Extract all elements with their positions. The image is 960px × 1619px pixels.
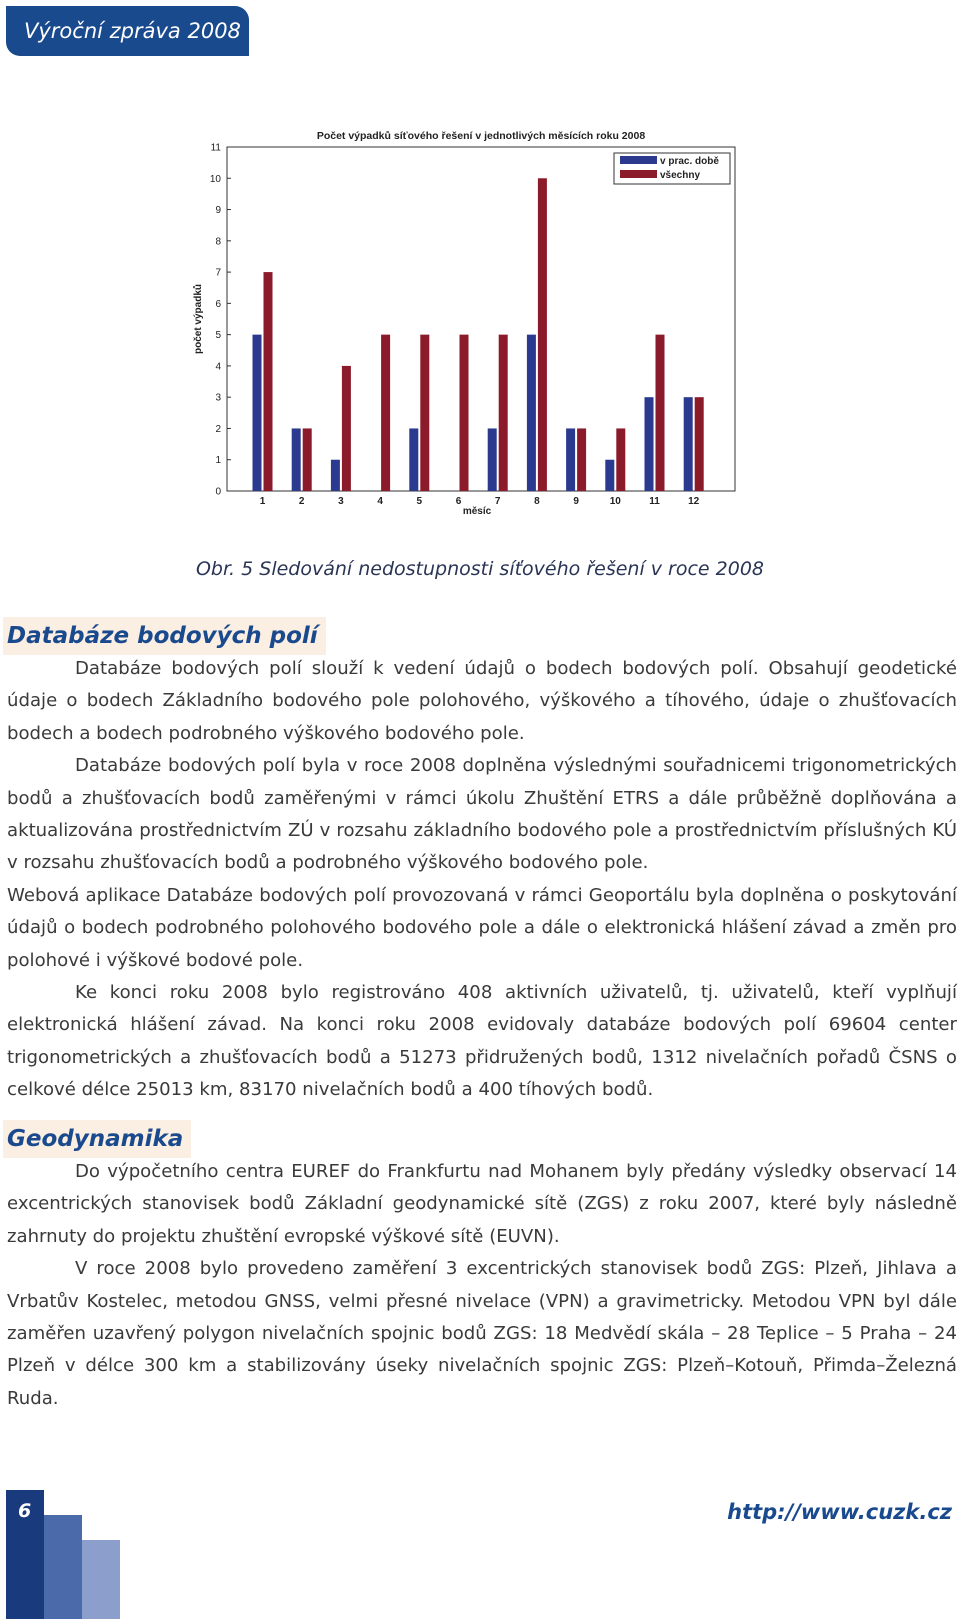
- y-tick-label: 0: [215, 486, 221, 498]
- bar-all: [460, 335, 469, 491]
- x-tick-label: 2: [298, 496, 305, 507]
- paragraph: Databáze bodových polí slouží k vedení údajů o bodech bodových polí. Obsahují geodetické údaje o bodech Základního bodového pole polohového, výškového a tíhového, údaje o zhušťovacích bodech a bodech podrobného výškového bodového pole.: [7, 658, 957, 744]
- x-tick-label: 9: [573, 496, 579, 507]
- bar-all: [303, 428, 312, 491]
- report-title: Výroční zpráva 2008: [24, 19, 241, 43]
- paragraph: Webová aplikace Databáze bodových polí provozovaná v rámci Geoportálu byla doplněna o poskytování údajů o bodech podrobného polohového bodového pole a dále o elektronická hlášení závad a změn pro polohové i výškové bodové pole.: [7, 884, 957, 971]
- outage-chart: [180, 125, 780, 535]
- report-title-tab: [6, 6, 249, 56]
- figure-caption: Obr. 5 Sledování nedostupnosti síťového řešení v roce 2008: [195, 558, 765, 580]
- section-body-point-fields: [7, 653, 957, 1107]
- y-tick-label: 10: [209, 173, 221, 185]
- x-tick-label: 12: [688, 496, 700, 507]
- bar-all: [695, 397, 704, 491]
- x-tick-label: 10: [609, 496, 621, 507]
- y-axis-label: počet výpadků: [193, 283, 204, 355]
- footer-decor-bar-mid: [44, 1515, 82, 1619]
- bar-all: [381, 335, 390, 491]
- x-tick-label: 6: [455, 496, 462, 507]
- section-body-geodynamics: [7, 1156, 957, 1415]
- paragraph: Ke konci roku 2008 bylo registrováno 408 aktivních uživatelů, tj. uživatelů, kteří vyplňují elektronická hlášení závad. Na konci roku 2008 evidovaly databáze bodových polí 69604 center trigonometrických a zhušťovacích bodů a 51273 přidružených bodů, 1312 nivelačních pořadů ČSNS o celkové délce 25013 km, 83170 nivelačních bodů a 400 tíhových bodů.: [7, 982, 957, 1101]
- x-tick-label: 4: [377, 496, 383, 507]
- footer-url-link[interactable]: http://www.cuzk.cz: [727, 1500, 952, 1524]
- y-tick-label: 9: [215, 205, 221, 217]
- legend-label-all: všechny: [660, 170, 701, 181]
- y-tick-label: 4: [215, 361, 221, 373]
- x-tick-label: 3: [338, 496, 344, 507]
- x-tick-label: 1: [259, 496, 266, 507]
- bar-all: [656, 335, 665, 491]
- bar-workhours: [488, 428, 497, 491]
- y-tick-label: 5: [215, 330, 221, 342]
- paragraph: Databáze bodových polí byla v roce 2008 doplněna výslednými souřadnicemi trigonometrických bodů a zhušťovacích bodů zaměřenými v rámci úkolu Zhuštění ETRS a dále průběžně doplňována a aktualizována prostřednictvím ZÚ v rozsahu základního bodového pole a prostřednictvím příslušných KÚ v rozsahu zhušťovacích bodů a podrobného výškového bodového pole.: [7, 755, 957, 874]
- bar-workhours: [253, 335, 262, 491]
- bar-all: [342, 366, 351, 491]
- footer-decor-bar-light: [82, 1540, 120, 1619]
- legend-label-workhours: v prac. době: [660, 156, 719, 167]
- y-tick-label: 8: [215, 236, 221, 248]
- bar-all: [499, 335, 508, 491]
- bar-workhours: [566, 428, 575, 491]
- x-axis-label: měsíc: [462, 506, 492, 517]
- y-tick-label: 6: [215, 298, 221, 310]
- bar-all: [616, 428, 625, 491]
- x-tick-label: 11: [649, 496, 660, 507]
- x-tick-label: 5: [416, 496, 423, 507]
- y-tick-label: 7: [215, 267, 221, 279]
- x-tick-label: 7: [494, 496, 501, 507]
- bar-workhours: [605, 460, 614, 491]
- bar-all: [264, 272, 273, 491]
- chart-title: Počet výpadků síťového řešení v jednotlivých měsících roku 2008: [316, 130, 646, 142]
- bar-all: [538, 178, 547, 491]
- bar-workhours: [684, 397, 693, 491]
- legend-swatch-all: [620, 170, 657, 178]
- x-tick-label: 8: [534, 496, 540, 507]
- section-title-geodynamics: Geodynamika: [3, 1120, 191, 1158]
- bar-workhours: [292, 428, 301, 491]
- chart-legend: [614, 153, 730, 184]
- y-tick-label: 2: [215, 423, 221, 435]
- y-tick-label: 3: [215, 392, 221, 404]
- legend-swatch-workhours: [620, 156, 657, 164]
- bar-all: [420, 335, 429, 491]
- bar-workhours: [409, 428, 418, 491]
- bar-workhours: [331, 460, 340, 491]
- bar-all: [577, 428, 586, 491]
- paragraph: V roce 2008 bylo provedeno zaměření 3 excentrických stanovisek bodů ZGS: Plzeň, Jihlava a Vrbatův Kostelec, metodou GNSS, velmi přesné nivelace (VPN) a gravimetricky. Metodou VPN byl dále zaměřen uzavřený polygon nivelačních spojnic bodů ZGS: 18 Medvědí skála – 28 Teplice – 5 Praha – 24 Plzeň v délce 300 km a stabilizovány úseky nivelačních spojnic ZGS: Plzeň–Kotouň, Přimda–Železná Ruda.: [7, 1258, 957, 1409]
- page-number: 6: [18, 1500, 32, 1522]
- y-tick-label: 1: [215, 455, 221, 467]
- outage-chart-svg: [180, 125, 780, 535]
- bar-workhours: [527, 335, 536, 491]
- y-tick-label: 11: [210, 142, 221, 154]
- paragraph: Do výpočetního centra EUREF do Frankfurtu nad Mohanem byly předány výsledky observací 14 excentrických stanovisek bodů Základní geodynamické sítě (ZGS) z roku 2007, které byly následně zahrnuty do projektu zhuštění evropské výškové sítě (EUVN).: [7, 1161, 957, 1247]
- bar-workhours: [645, 397, 654, 491]
- section-title-point-fields: Databáze bodových polí: [3, 617, 326, 655]
